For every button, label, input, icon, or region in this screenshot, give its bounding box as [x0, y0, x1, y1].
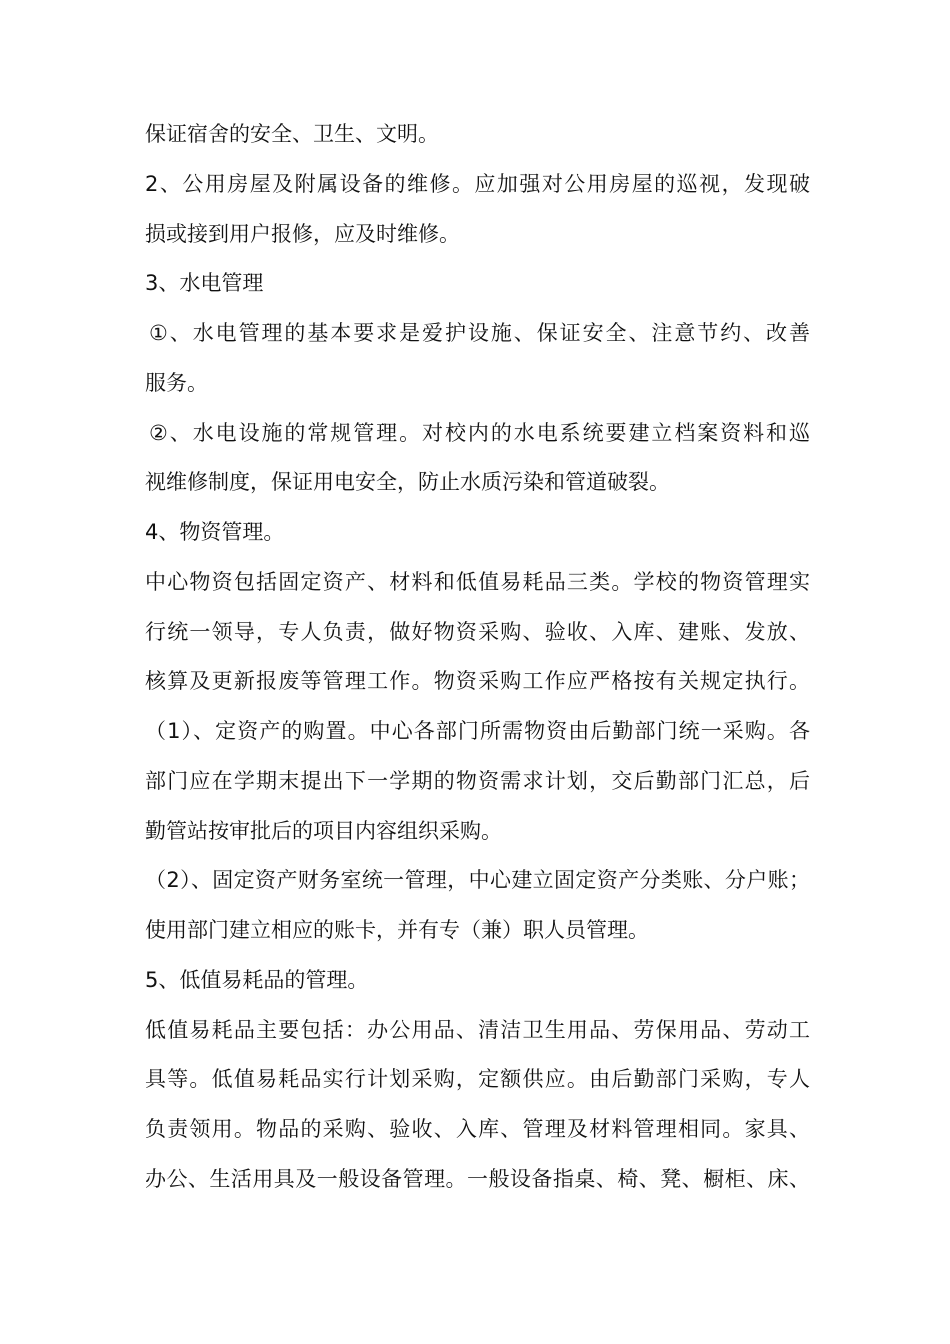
- text-line-21: 负责领用。物品的采购、验收、入库、管理及材料管理相同。家具、: [145, 1117, 810, 1141]
- section-heading-4: 4、物资管理。: [145, 520, 285, 544]
- text-line-11: 行统一领导，专人负责，做好物资采购、验收、入库、建账、发放、: [145, 619, 810, 644]
- text-line-12: 核算及更新报废等管理工作。物资采购工作应严格按有关规定执行。: [145, 669, 810, 694]
- section-heading-3: 3、水电管理: [145, 271, 264, 296]
- text-line-1: 保证宿舍的安全、卫生、文明。: [145, 122, 439, 146]
- text-line-8: 视维修制度，保证用电安全，防止水质污染和管道破裂。: [145, 470, 670, 495]
- text-line-17: 使用部门建立相应的账卡，并有专（兼）职人员管理。: [145, 918, 649, 942]
- section-heading-5: 5、低值易耗品的管理。: [145, 967, 369, 992]
- text-line-16: （2）、固定资产财务室统一管理，中心建立固定资产分类账、分户账；: [145, 868, 810, 893]
- text-line-19: 低值易耗品主要包括：办公用品、清洁卫生用品、劳保用品、劳动工: [145, 1017, 810, 1042]
- text-line-6: 服务。: [145, 370, 208, 395]
- text-line-5: ①、水电管理的基本要求是爱护设施、保证安全、注意节约、改善: [149, 321, 810, 345]
- text-line-7: ②、水电设施的常规管理。对校内的水电系统要建立档案资料和巡: [149, 420, 810, 445]
- text-line-10: 中心物资包括固定资产、材料和低值易耗品三类。学校的物资管理实: [145, 569, 810, 594]
- body-text: [145, 110, 810, 1205]
- text-line-2: 2、公用房屋及附属设备的维修。应加强对公用房屋的巡视，发现破: [145, 171, 810, 196]
- text-line-14: 部门应在学期末提出下一学期的物资需求计划，交后勤部门汇总，后: [145, 768, 810, 793]
- text-line-20: 具等。低值易耗品实行计划采购，定额供应。由后勤部门采购，专人: [145, 1067, 810, 1092]
- text-line-13: （1）、定资产的购置。中心各部门所需物资由后勤部门统一采购。各: [145, 719, 810, 743]
- text-line-3: 损或接到用户报修，应及时维修。: [145, 221, 460, 246]
- text-line-22: 办公、生活用具及一般设备管理。一般设备指桌、椅、凳、橱柜、床、: [145, 1166, 810, 1191]
- text-line-15: 勤管站按审批后的项目内容组织采购。: [145, 818, 502, 843]
